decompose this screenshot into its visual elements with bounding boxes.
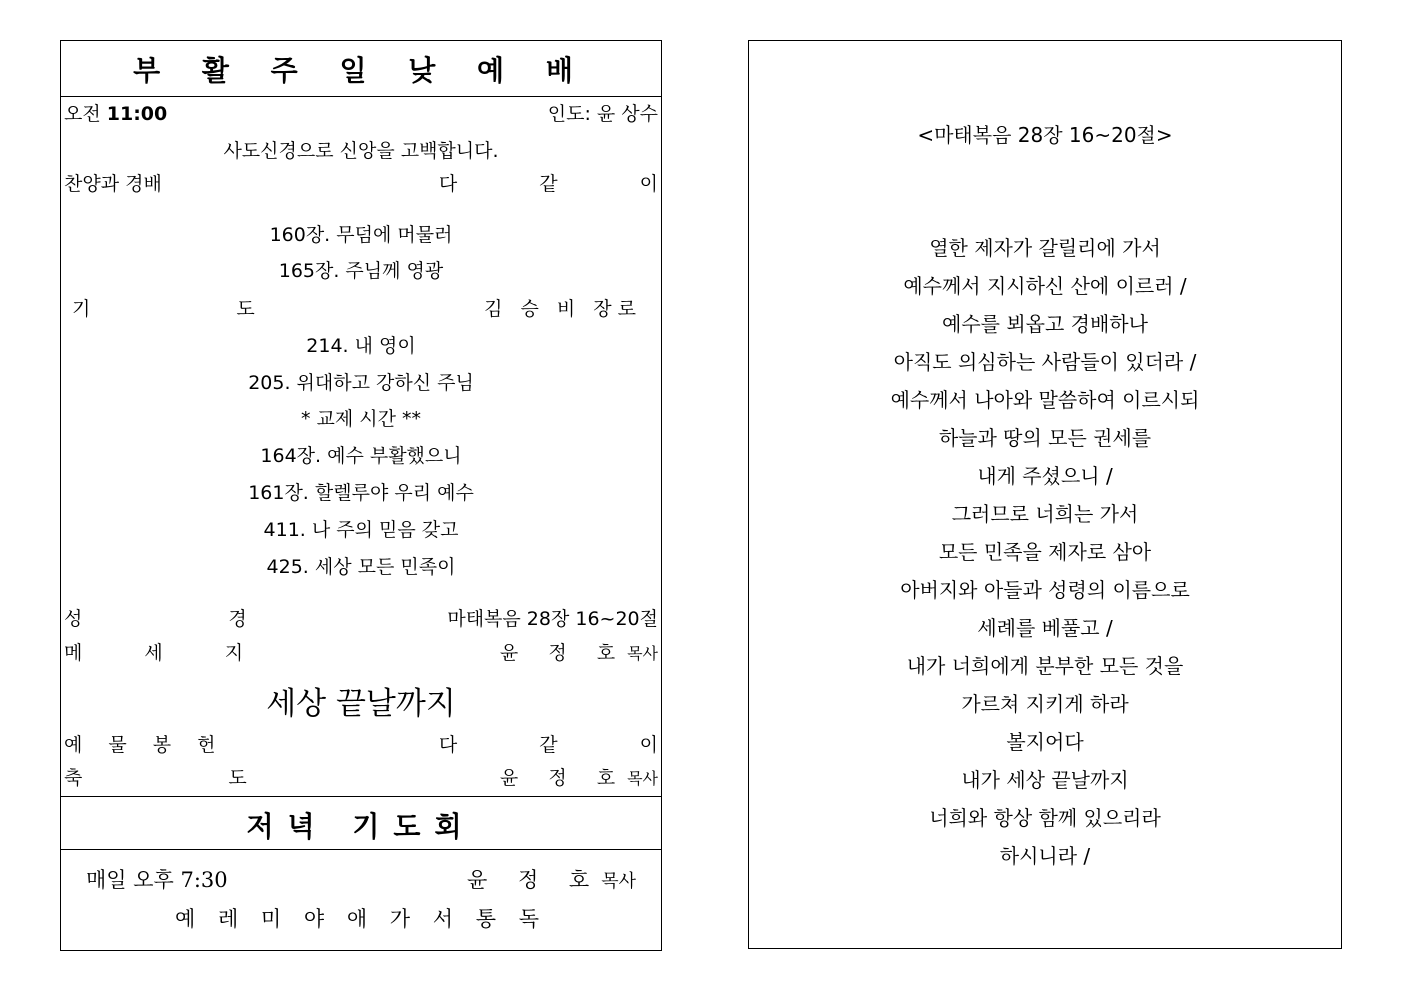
hymn-item: 214. 내 영이 bbox=[306, 335, 416, 357]
evening-reading: 예 레 미 야 애 가 서 통 독 bbox=[175, 907, 547, 931]
verse-line: 모든 민족을 제자로 삼아 bbox=[938, 540, 1152, 564]
scripture-ref: 마태복음 28장 16~20절 bbox=[447, 608, 658, 630]
verse-line: 하늘과 땅의 모든 권세를 bbox=[938, 426, 1152, 450]
verse-line: 볼지어다 bbox=[1006, 730, 1084, 754]
leader: 인도: 윤 상수 bbox=[547, 103, 658, 125]
fellowship-time: * 교제 시간 ** bbox=[300, 408, 422, 430]
scripture-reference: <마태복음 28장 16~20절> bbox=[917, 123, 1173, 147]
offering-who: 다 같 이 bbox=[438, 734, 696, 756]
benediction-label: 축 도 bbox=[64, 767, 317, 789]
verse-line: 세례를 베풀고 / bbox=[977, 616, 1113, 640]
time-value: 11:00 bbox=[106, 103, 168, 125]
verse-line: 하시니라 / bbox=[999, 844, 1091, 868]
evening-time: 매일 오후 7:30 bbox=[86, 868, 228, 892]
verse-line: 예수께서 지시하신 산에 이르러 / bbox=[903, 274, 1187, 298]
message-who: 윤 정 호 bbox=[499, 642, 628, 664]
verse-line: 내게 주셨으니 / bbox=[977, 464, 1113, 488]
divider bbox=[61, 796, 661, 797]
worship-order-panel bbox=[60, 40, 696, 951]
hymn-item: 164장. 예수 부활했으니 bbox=[260, 445, 462, 467]
benediction-suffix: 목사 bbox=[627, 769, 658, 788]
scripture-label: 성 경 bbox=[64, 608, 317, 630]
verse-line: 아직도 의심하는 사람들이 있더라 / bbox=[893, 350, 1197, 374]
verse-line: 그러므로 너희는 가서 bbox=[951, 502, 1139, 526]
prayer-who: 김 승 비 장로 bbox=[484, 298, 642, 320]
verse-line: 너희와 항상 함께 있으리라 bbox=[929, 806, 1161, 830]
evening-leader-suffix: 목사 bbox=[601, 871, 636, 892]
hymn-item: 411. 나 주의 믿음 갖고 bbox=[263, 519, 459, 541]
service-title: 부 활 주 일 낮 예 배 bbox=[61, 41, 661, 97]
prayer-label: 기 도 bbox=[72, 298, 325, 320]
message-title-suffix: 목사 bbox=[627, 644, 658, 663]
offering-label: 예 물 봉 헌 bbox=[64, 734, 226, 756]
sermon-title: 세상 끝날까지 bbox=[266, 686, 456, 722]
hymn-item: 161장. 할렐루야 우리 예수 bbox=[248, 482, 474, 504]
scripture-panel bbox=[748, 40, 1342, 949]
hymn-item: 160장. 무덤에 머물러 bbox=[269, 224, 453, 246]
verse-line: 내가 세상 끝날까지 bbox=[961, 768, 1129, 792]
verse-line: 예수께서 나아와 말씀하여 이르시되 bbox=[890, 388, 1200, 412]
evening-title: 저녁 기도회 bbox=[246, 810, 476, 843]
message-label: 메 세 지 bbox=[64, 642, 272, 664]
verse-line: 내가 너희에게 분부한 모든 것을 bbox=[906, 654, 1184, 678]
divider bbox=[61, 849, 661, 850]
verse-line: 예수를 뵈옵고 경배하나 bbox=[942, 312, 1148, 336]
verse-line: 열한 제자가 갈릴리에 가서 bbox=[929, 236, 1161, 260]
hymn-item: 425. 세상 모든 민족이 bbox=[266, 556, 456, 578]
hymn-item: 165장. 주님께 영광 bbox=[278, 260, 444, 282]
verse-line: 아버지와 아들과 성령의 이름으로 bbox=[900, 578, 1190, 602]
verse-line: 가르쳐 지키게 하라 bbox=[961, 692, 1129, 716]
evening-leader: 윤 정 호 bbox=[467, 868, 602, 892]
praise-who: 다 같 이 bbox=[438, 173, 696, 195]
creed-line: 사도신경으로 신앙을 고백합니다. bbox=[223, 140, 499, 162]
benediction-who: 윤 정 호 bbox=[499, 767, 628, 789]
hymn-item: 205. 위대하고 강하신 주님 bbox=[248, 372, 474, 394]
praise-label: 찬양과 경배 bbox=[64, 173, 162, 195]
time-label: 오전 bbox=[64, 103, 101, 125]
